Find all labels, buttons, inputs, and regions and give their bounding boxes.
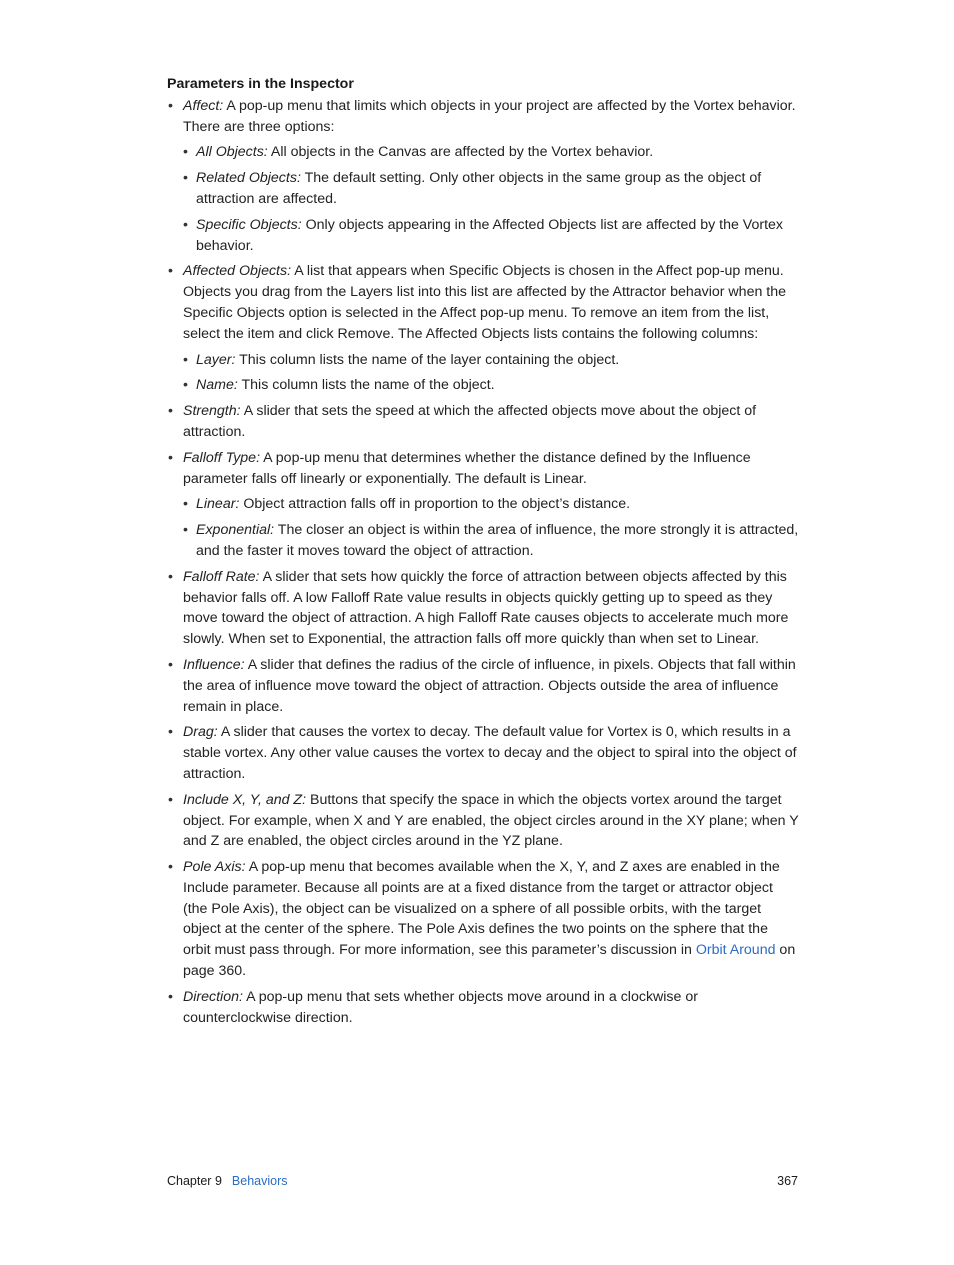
term-exponential: Exponential: xyxy=(196,522,275,539)
term-layer: Layer: xyxy=(196,351,236,368)
list-item-direction xyxy=(167,987,799,1029)
term-influence: Influence: xyxy=(183,656,245,673)
falloff-type-options-list xyxy=(183,494,799,561)
term-name: Name: xyxy=(196,377,238,394)
description-name: This column lists the name of the object. xyxy=(237,377,495,394)
description-include-xyz: Buttons that specify the space in which the objects vortex around the target object. For example, when X and Y are enabled, the object circles around in the XY plane; when Y and Z are enabled, the object circles around in the YZ plane. xyxy=(183,791,799,850)
description-drag: A slider that causes the vortex to decay. The default value for Vortex is 0, which results in a stable vortex. Any other value causes the vortex to decay and the object to spiral into the object of attraction. xyxy=(183,724,797,782)
term-drag: Drag: xyxy=(183,724,218,741)
term-related-objects: Related Objects: xyxy=(196,170,301,187)
term-affect: Affect: xyxy=(183,97,224,114)
description-influence: A slider that defines the radius of the circle of influence, in pixels. Objects that fall within the area of influence move toward the object of attraction. Objects outside the area of influence remain in place. xyxy=(183,656,796,715)
chapter-title-link[interactable]: Behaviors xyxy=(231,1174,288,1188)
term-falloff-rate: Falloff Rate: xyxy=(183,568,260,585)
page-number: 367 xyxy=(777,1174,798,1188)
list-item-strength xyxy=(167,401,799,443)
term-pole-axis: Pole Axis: xyxy=(183,859,246,876)
description-specific-objects: Only objects appearing in the Affected Objects list are affected by the Vortex behavior. xyxy=(196,216,784,254)
list-item-falloff-rate xyxy=(167,567,799,650)
term-strength: Strength: xyxy=(183,403,241,420)
list-item-drag xyxy=(167,722,799,784)
sub-item-exponential xyxy=(183,520,799,562)
list-item-pole-axis xyxy=(167,857,799,982)
term-include-xyz: Include X, Y, and Z: xyxy=(183,791,307,808)
sub-item-name xyxy=(183,375,799,396)
affected-objects-columns-list xyxy=(183,350,799,397)
description-exponential: The closer an object is within the area of influence, the more strongly it is attracted, and the faster it moves toward the object of attraction. xyxy=(196,522,799,559)
section-heading: Parameters in the Inspector xyxy=(167,76,354,92)
term-specific-objects: Specific Objects: xyxy=(196,216,302,233)
document-body xyxy=(167,74,799,1033)
list-item-affected-objects xyxy=(167,261,799,396)
description-all-objects: All objects in the Canvas are affected by the Vortex behavior. xyxy=(267,144,654,161)
list-item-falloff-type xyxy=(167,448,799,562)
sub-item-layer xyxy=(183,350,799,371)
term-falloff-type: Falloff Type: xyxy=(183,449,261,466)
description-affect: A pop-up menu that limits which objects in your project are affected by the Vortex behavior. There are three options: xyxy=(183,97,796,135)
sub-item-specific-objects xyxy=(183,215,799,257)
list-item-include-xyz xyxy=(167,790,799,852)
description-linear: Object attraction falls off in proportion to the object’s distance. xyxy=(239,496,631,513)
orbit-around-link[interactable]: Orbit Around xyxy=(695,942,776,959)
sub-item-related-objects xyxy=(183,168,799,210)
term-affected-objects: Affected Objects: xyxy=(183,263,292,280)
description-pole-axis: A pop-up menu that becomes available when the X, Y, and Z axes are enabled in the Include parameter. Because all points are at a fixed distance from the target or attractor object (the Pole Axis), the object can be visualized on a sphere of all possible orbits, with the target object at the center of the sphere. The Pole Axis defines the two points on the sphere that the orbit must pass through. For more information, see this parameter’s discussion in xyxy=(183,859,780,959)
sub-item-linear xyxy=(183,494,799,515)
list-item-influence xyxy=(167,655,799,717)
affect-options-list xyxy=(183,142,799,256)
parameter-list xyxy=(167,96,799,1029)
list-item-affect xyxy=(167,96,799,257)
description-falloff-type: A pop-up menu that determines whether the distance defined by the Influence parameter falls off linearly or exponentially. The default is Linear. xyxy=(183,449,751,487)
description-falloff-rate: A slider that sets how quickly the force of attraction between objects affected by this behavior falls off. A low Falloff Rate value results in objects quickly getting up to speed as they move toward the object of attraction. A high Falloff Rate causes objects to accelerate much more slowly. When set to Exponential, the attraction falls off more quickly than when set to Linear. xyxy=(183,568,789,648)
page-footer xyxy=(167,1172,799,1190)
description-strength: A slider that sets the speed at which the affected objects move about the object of attraction. xyxy=(183,403,757,440)
description-pole-axis-suffix: on page 360. xyxy=(183,942,796,980)
sub-item-all-objects xyxy=(183,142,799,163)
term-all-objects: All Objects: xyxy=(196,144,268,161)
description-layer: This column lists the name of the layer containing the object. xyxy=(235,351,620,368)
term-linear: Linear: xyxy=(196,496,240,513)
chapter-label: Chapter 9 xyxy=(167,1174,222,1188)
description-affected-objects: A list that appears when Specific Objects is chosen in the Affect pop-up menu. Objects you drag from the Layers list into this list are affected by the Attractor behavior when the Specific Objects option is selected in the Affect pop-up menu. To remove an item from the list, select the item and click Remove. The Affected Objects lists contains the following columns: xyxy=(183,263,787,342)
description-related-objects: The default setting. Only other objects in the same group as the object of attraction are affected. xyxy=(196,170,762,207)
description-direction: A pop-up menu that sets whether objects move around in a clockwise or counterclockwise direction. xyxy=(183,988,698,1026)
term-direction: Direction: xyxy=(183,988,243,1005)
